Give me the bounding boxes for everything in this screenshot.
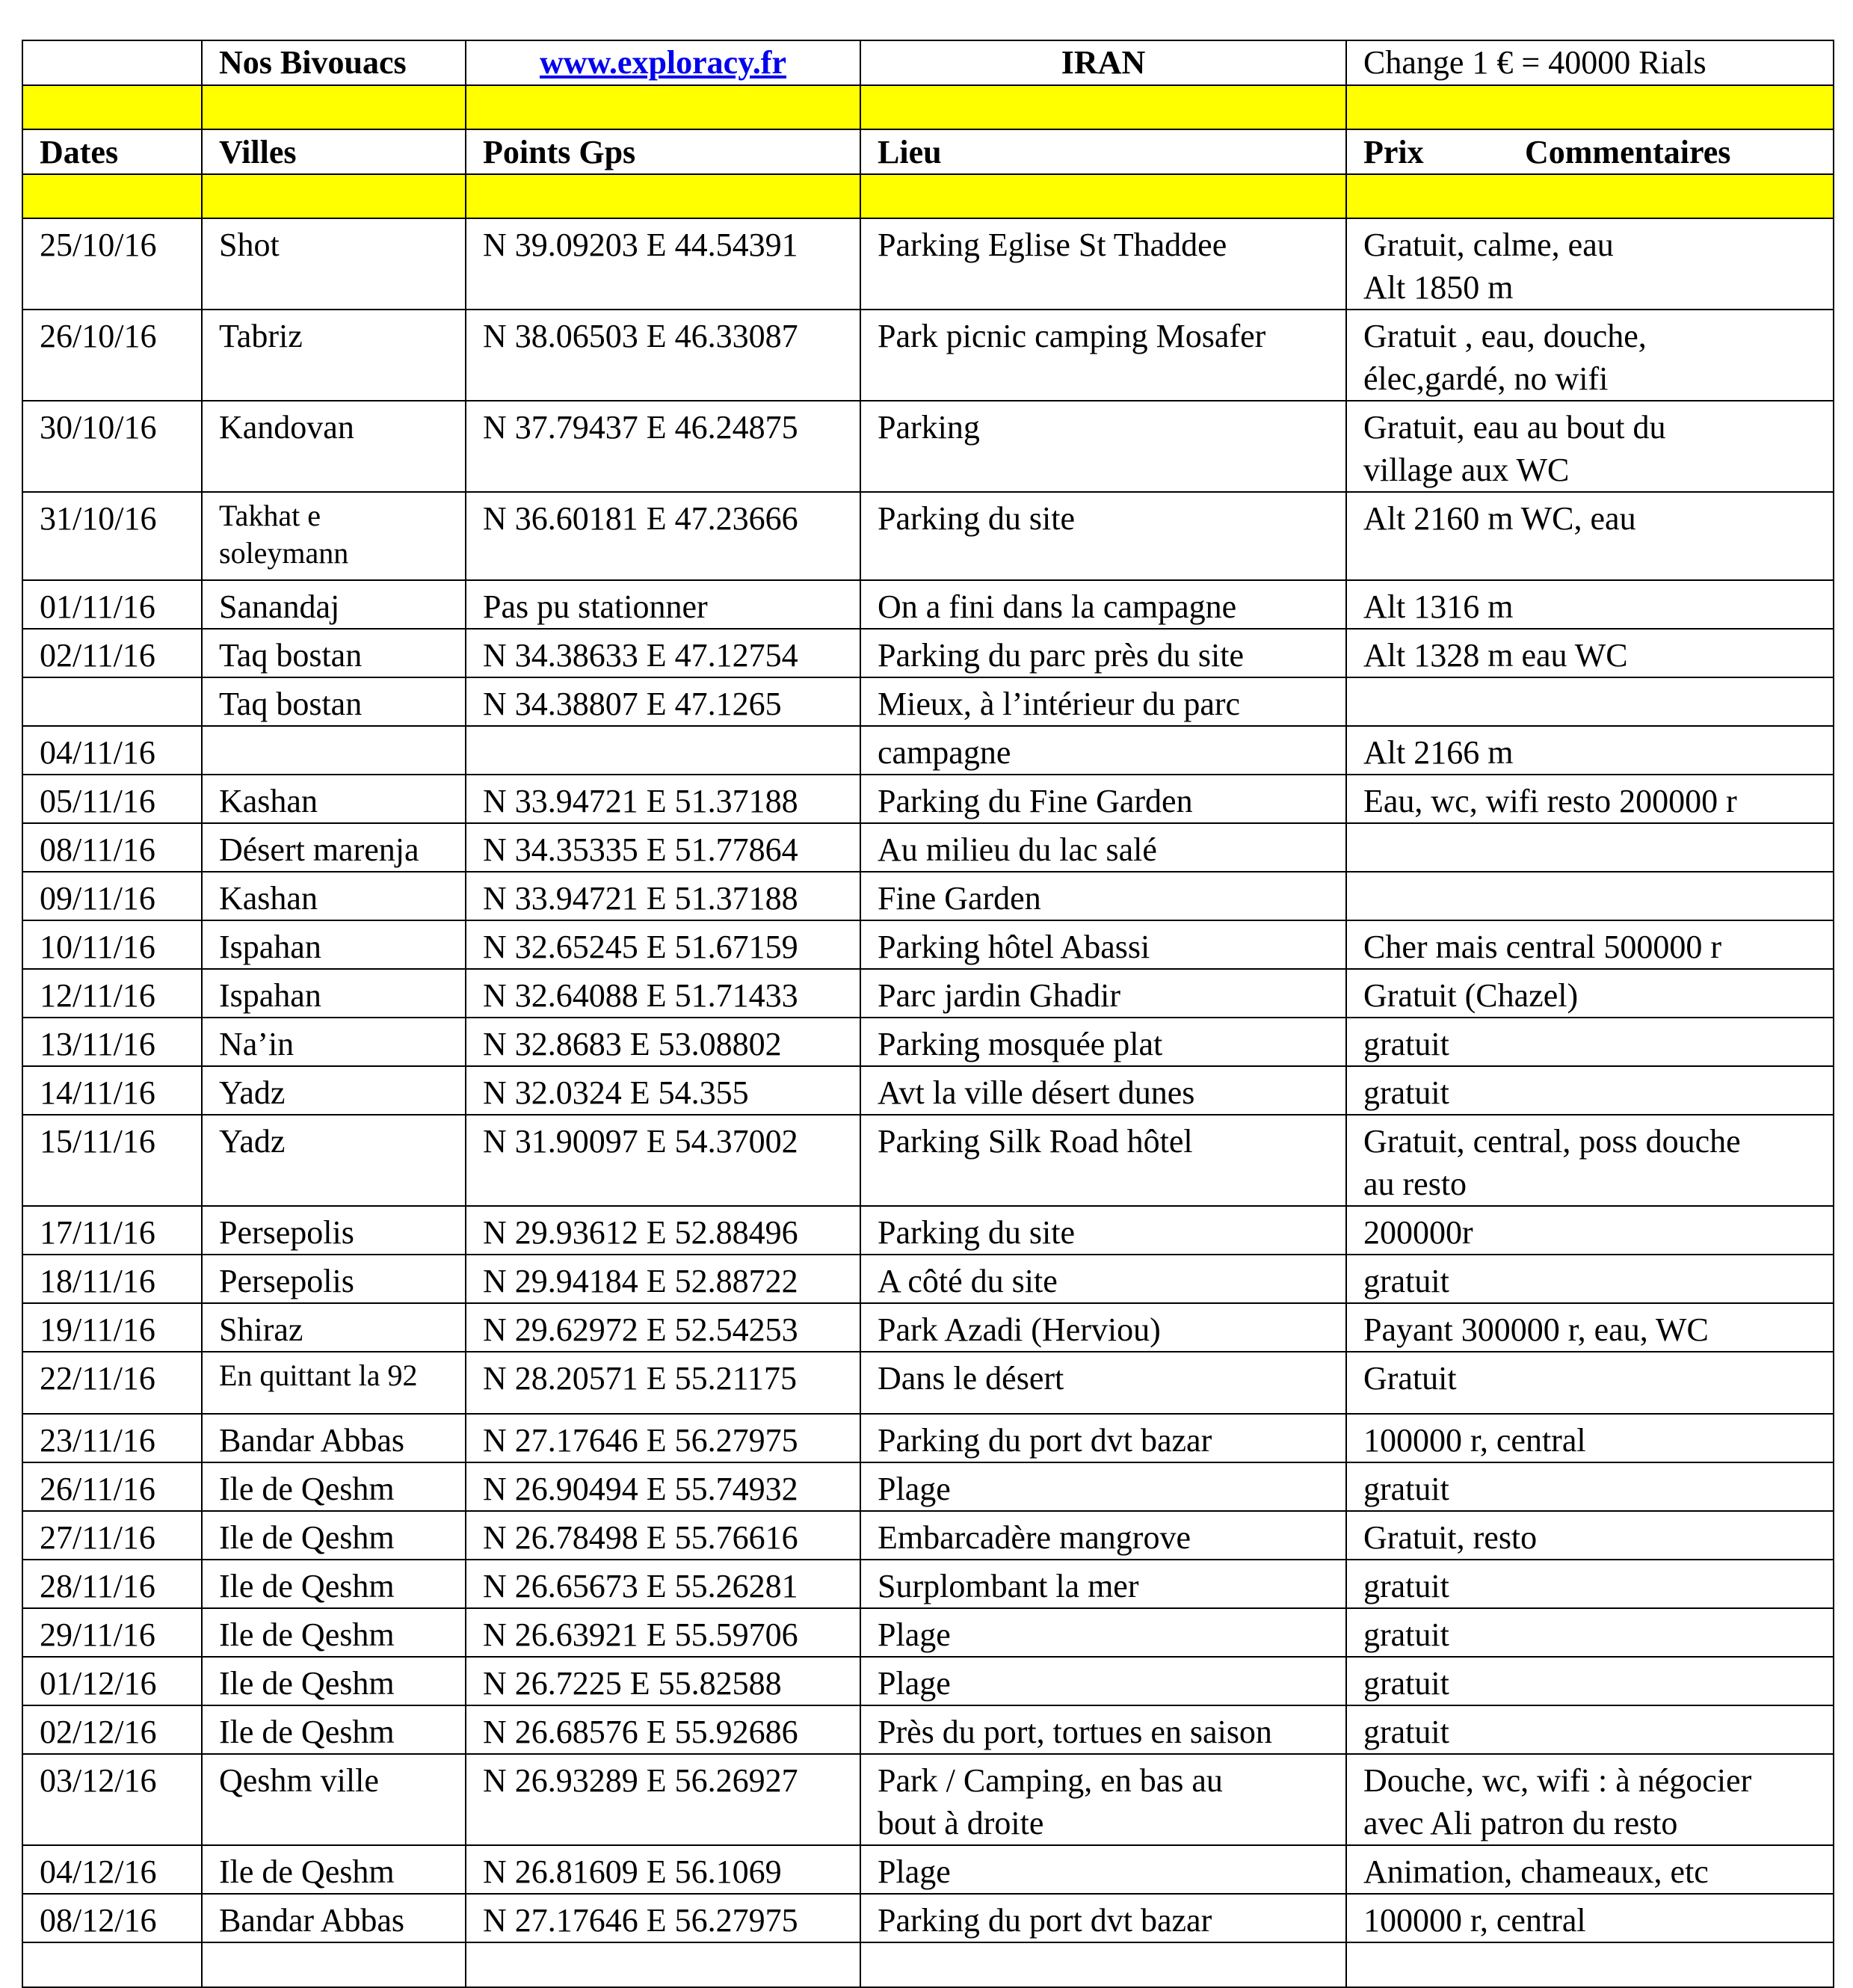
table-row <box>22 1462 1834 1511</box>
ville-cell: Na’in <box>202 1018 466 1066</box>
empty-cell <box>466 1942 860 1987</box>
lieu-cell: Parking hôtel Abassi <box>860 920 1346 969</box>
ville-cell: Qeshm ville <box>202 1754 466 1845</box>
ville-cell: Persepolis <box>202 1206 466 1255</box>
table-row <box>22 218 1834 310</box>
comment-cell: Cher mais central 500000 r <box>1346 920 1834 969</box>
gps-cell: N 36.60181 E 47.23666 <box>466 492 860 580</box>
lieu-cell: Parking du port dvt bazar <box>860 1894 1346 1942</box>
date-cell: 08/11/16 <box>22 823 202 872</box>
date-cell: 28/11/16 <box>22 1560 202 1608</box>
table-row <box>22 1303 1834 1352</box>
empty-cell <box>22 1942 202 1987</box>
table-row <box>22 1066 1834 1115</box>
header-commentaires: Commentaires <box>1525 134 1731 170</box>
gps-cell: N 26.81609 E 56.1069 <box>466 1845 860 1894</box>
table-row <box>22 1560 1834 1608</box>
lieu-cell: Parking mosquée plat <box>860 1018 1346 1066</box>
lieu-cell: Surplombant la mer <box>860 1560 1346 1608</box>
lieu-cell: Park picnic camping Mosafer <box>860 310 1346 401</box>
date-cell <box>22 677 202 726</box>
lieu-cell: Plage <box>860 1462 1346 1511</box>
gps-cell: N 32.8683 E 53.08802 <box>466 1018 860 1066</box>
gps-cell: N 29.62972 E 52.54253 <box>466 1303 860 1352</box>
ville-cell <box>202 726 466 775</box>
ville-cell: Ile de Qeshm <box>202 1511 466 1560</box>
comment-cell <box>1346 677 1834 726</box>
comment-cell: Gratuit (Chazel) <box>1346 969 1834 1018</box>
comment-cell: Eau, wc, wifi resto 200000 r <box>1346 775 1834 823</box>
gps-cell: N 34.38633 E 47.12754 <box>466 629 860 677</box>
date-cell: 26/10/16 <box>22 310 202 401</box>
lieu-cell: Parking du port dvt bazar <box>860 1414 1346 1462</box>
date-cell: 09/11/16 <box>22 872 202 920</box>
ville-cell: En quittant la 92 <box>202 1352 466 1414</box>
comment-cell: Alt 2166 m <box>1346 726 1834 775</box>
comment-cell <box>1346 872 1834 920</box>
ville-cell: Bandar Abbas <box>202 1414 466 1462</box>
lieu-cell: Park / Camping, en bas au bout à droite <box>860 1754 1346 1845</box>
lieu-cell: Embarcadère mangrove <box>860 1511 1346 1560</box>
comment-cell: 100000 r, central <box>1346 1414 1834 1462</box>
ville-cell: Ile de Qeshm <box>202 1705 466 1754</box>
gps-cell: Pas pu stationner <box>466 580 860 629</box>
lieu-cell: Au milieu du lac salé <box>860 823 1346 872</box>
comment-cell: Animation, chameaux, etc <box>1346 1845 1834 1894</box>
gps-cell: N 26.63921 E 55.59706 <box>466 1608 860 1657</box>
ville-cell: Persepolis <box>202 1255 466 1303</box>
ville-cell: Yadz <box>202 1115 466 1206</box>
table-row <box>22 1115 1834 1206</box>
header-gps: Points Gps <box>466 129 860 174</box>
date-cell: 19/11/16 <box>22 1303 202 1352</box>
table-row <box>22 1845 1834 1894</box>
lieu-cell: Avt la ville désert dunes <box>860 1066 1346 1115</box>
gps-cell: N 38.06503 E 46.33087 <box>466 310 860 401</box>
ville-cell: Désert marenja <box>202 823 466 872</box>
table-row <box>22 1754 1834 1845</box>
date-cell: 14/11/16 <box>22 1066 202 1115</box>
ville-cell: Kandovan <box>202 401 466 492</box>
lieu-cell: Fine Garden <box>860 872 1346 920</box>
gps-cell: N 34.35335 E 51.77864 <box>466 823 860 872</box>
comment-cell <box>1346 823 1834 872</box>
date-cell: 01/11/16 <box>22 580 202 629</box>
ville-cell: Ile de Qeshm <box>202 1657 466 1705</box>
gps-cell: N 29.94184 E 52.88722 <box>466 1255 860 1303</box>
gps-cell: N 32.65245 E 51.67159 <box>466 920 860 969</box>
table-row <box>22 775 1834 823</box>
comment-cell: Douche, wc, wifi : à négocier avec Ali patron du resto <box>1346 1754 1834 1845</box>
table-row <box>22 1511 1834 1560</box>
table-row <box>22 1705 1834 1754</box>
ville-cell: Shot <box>202 218 466 310</box>
comment-cell: Gratuit , eau, douche, élec,gardé, no wifi <box>1346 310 1834 401</box>
lieu-cell: campagne <box>860 726 1346 775</box>
table-row <box>22 580 1834 629</box>
table-row <box>22 310 1834 401</box>
lieu-cell: Parc jardin Ghadir <box>860 969 1346 1018</box>
header-row <box>22 129 1834 174</box>
gps-cell: N 28.20571 E 55.21175 <box>466 1352 860 1414</box>
date-cell: 29/11/16 <box>22 1608 202 1657</box>
lieu-cell: A côté du site <box>860 1255 1346 1303</box>
table-row <box>22 1018 1834 1066</box>
header-dates: Dates <box>22 129 202 174</box>
comment-cell: Gratuit, calme, eau Alt 1850 m <box>1346 218 1834 310</box>
date-cell: 15/11/16 <box>22 1115 202 1206</box>
header-prix: Prix <box>1363 134 1424 170</box>
gps-cell: N 33.94721 E 51.37188 <box>466 872 860 920</box>
comment-cell: gratuit <box>1346 1657 1834 1705</box>
lieu-cell: Plage <box>860 1608 1346 1657</box>
lieu-cell: Parking <box>860 401 1346 492</box>
lieu-cell: Parking Silk Road hôtel <box>860 1115 1346 1206</box>
empty-cell <box>860 1942 1346 1987</box>
date-cell: 26/11/16 <box>22 1462 202 1511</box>
date-cell: 17/11/16 <box>22 1206 202 1255</box>
date-cell: 02/12/16 <box>22 1705 202 1754</box>
date-cell: 04/12/16 <box>22 1845 202 1894</box>
comment-cell: gratuit <box>1346 1255 1834 1303</box>
comment-cell: Gratuit, resto <box>1346 1511 1834 1560</box>
exchange-rate: Change 1 € = 40000 Rials <box>1346 40 1834 85</box>
table-row <box>22 401 1834 492</box>
comment-cell: Gratuit <box>1346 1352 1834 1414</box>
ville-cell: Ispahan <box>202 920 466 969</box>
lieu-cell: Parking du site <box>860 1206 1346 1255</box>
ville-cell: Yadz <box>202 1066 466 1115</box>
comment-cell: gratuit <box>1346 1608 1834 1657</box>
date-cell: 02/11/16 <box>22 629 202 677</box>
date-cell: 31/10/16 <box>22 492 202 580</box>
gps-cell: N 26.65673 E 55.26281 <box>466 1560 860 1608</box>
gps-cell <box>466 726 860 775</box>
comment-cell: gratuit <box>1346 1462 1834 1511</box>
gps-cell: N 26.7225 E 55.82588 <box>466 1657 860 1705</box>
yellow-separator-row <box>22 85 1834 129</box>
gps-cell: N 34.38807 E 47.1265 <box>466 677 860 726</box>
title-empty-cell <box>22 40 202 85</box>
gps-cell: N 26.93289 E 56.26927 <box>466 1754 860 1845</box>
ville-cell: Bandar Abbas <box>202 1894 466 1942</box>
comment-cell: Gratuit, eau au bout du village aux WC <box>1346 401 1834 492</box>
comment-cell: Payant 300000 r, eau, WC <box>1346 1303 1834 1352</box>
date-cell: 03/12/16 <box>22 1754 202 1845</box>
ville-cell: Takhat e soleymann <box>202 492 466 580</box>
ville-cell: Ile de Qeshm <box>202 1845 466 1894</box>
ville-cell: Ile de Qeshm <box>202 1462 466 1511</box>
table-row <box>22 492 1834 580</box>
lieu-cell: Park Azadi (Herviou) <box>860 1303 1346 1352</box>
table-row <box>22 969 1834 1018</box>
gps-cell: N 27.17646 E 56.27975 <box>466 1414 860 1462</box>
ville-cell: Kashan <box>202 775 466 823</box>
gps-cell: N 26.90494 E 55.74932 <box>466 1462 860 1511</box>
date-cell: 12/11/16 <box>22 969 202 1018</box>
comment-cell: gratuit <box>1346 1018 1834 1066</box>
gps-cell: N 32.64088 E 51.71433 <box>466 969 860 1018</box>
comment-cell: gratuit <box>1346 1066 1834 1115</box>
country-title: IRAN <box>860 40 1346 85</box>
ville-cell: Ispahan <box>202 969 466 1018</box>
date-cell: 13/11/16 <box>22 1018 202 1066</box>
ville-cell: Taq bostan <box>202 677 466 726</box>
lieu-cell: On a fini dans la campagne <box>860 580 1346 629</box>
gps-cell: N 29.93612 E 52.88496 <box>466 1206 860 1255</box>
lieu-cell: Parking Eglise St Thaddee <box>860 218 1346 310</box>
date-cell: 04/11/16 <box>22 726 202 775</box>
empty-last-row <box>22 1942 1834 1987</box>
gps-cell: N 31.90097 E 54.37002 <box>466 1115 860 1206</box>
table-row <box>22 872 1834 920</box>
lieu-cell: Parking du site <box>860 492 1346 580</box>
gps-cell: N 33.94721 E 51.37188 <box>466 775 860 823</box>
lieu-cell: Plage <box>860 1657 1346 1705</box>
date-cell: 30/10/16 <box>22 401 202 492</box>
lieu-cell: Mieux, à l’intérieur du parc <box>860 677 1346 726</box>
header-prix-commentaires <box>1346 129 1834 174</box>
comment-cell: Alt 2160 m WC, eau <box>1346 492 1834 580</box>
date-cell: 27/11/16 <box>22 1511 202 1560</box>
gps-cell: N 39.09203 E 44.54391 <box>466 218 860 310</box>
gps-cell: N 32.0324 E 54.355 <box>466 1066 860 1115</box>
ville-cell: Shiraz <box>202 1303 466 1352</box>
ville-cell: Kashan <box>202 872 466 920</box>
ville-cell: Ile de Qeshm <box>202 1608 466 1657</box>
ville-cell: Ile de Qeshm <box>202 1560 466 1608</box>
table-row <box>22 1414 1834 1462</box>
comment-cell: gratuit <box>1346 1560 1834 1608</box>
comment-cell: 100000 r, central <box>1346 1894 1834 1942</box>
lieu-cell: Parking du parc près du site <box>860 629 1346 677</box>
table-row <box>22 920 1834 969</box>
ville-cell: Sanandaj <box>202 580 466 629</box>
lieu-cell: Dans le désert <box>860 1352 1346 1414</box>
comment-cell: Alt 1316 m <box>1346 580 1834 629</box>
header-lieu: Lieu <box>860 129 1346 174</box>
date-cell: 25/10/16 <box>22 218 202 310</box>
table-row <box>22 1255 1834 1303</box>
yellow-separator-row <box>22 174 1834 218</box>
bivouacs-table <box>22 40 1834 1988</box>
lieu-cell: Plage <box>860 1845 1346 1894</box>
ville-cell: Taq bostan <box>202 629 466 677</box>
date-cell: 05/11/16 <box>22 775 202 823</box>
lieu-cell: Parking du Fine Garden <box>860 775 1346 823</box>
empty-cell <box>202 1942 466 1987</box>
table-row <box>22 1894 1834 1942</box>
date-cell: 10/11/16 <box>22 920 202 969</box>
date-cell: 23/11/16 <box>22 1414 202 1462</box>
lieu-cell: Près du port, tortues en saison <box>860 1705 1346 1754</box>
table-row <box>22 726 1834 775</box>
ville-cell: Tabriz <box>202 310 466 401</box>
gps-cell: N 26.78498 E 55.76616 <box>466 1511 860 1560</box>
title-row <box>22 40 1834 85</box>
table-row <box>22 823 1834 872</box>
date-cell: 08/12/16 <box>22 1894 202 1942</box>
gps-cell: N 26.68576 E 55.92686 <box>466 1705 860 1754</box>
comment-cell: 200000r <box>1346 1206 1834 1255</box>
table-row <box>22 1352 1834 1414</box>
bivouacs-title: Nos Bivouacs <box>202 40 466 85</box>
website-link[interactable]: www.exploracy.fr <box>540 44 786 81</box>
header-villes: Villes <box>202 129 466 174</box>
gps-cell: N 37.79437 E 46.24875 <box>466 401 860 492</box>
date-cell: 01/12/16 <box>22 1657 202 1705</box>
table-row <box>22 1657 1834 1705</box>
comment-cell: gratuit <box>1346 1705 1834 1754</box>
table-row <box>22 1608 1834 1657</box>
table-row <box>22 677 1834 726</box>
comment-cell: Alt 1328 m eau WC <box>1346 629 1834 677</box>
table-row <box>22 1206 1834 1255</box>
table-row <box>22 629 1834 677</box>
date-cell: 22/11/16 <box>22 1352 202 1414</box>
comment-cell: Gratuit, central, poss douche au resto <box>1346 1115 1834 1206</box>
date-cell: 18/11/16 <box>22 1255 202 1303</box>
empty-cell <box>1346 1942 1834 1987</box>
gps-cell: N 27.17646 E 56.27975 <box>466 1894 860 1942</box>
